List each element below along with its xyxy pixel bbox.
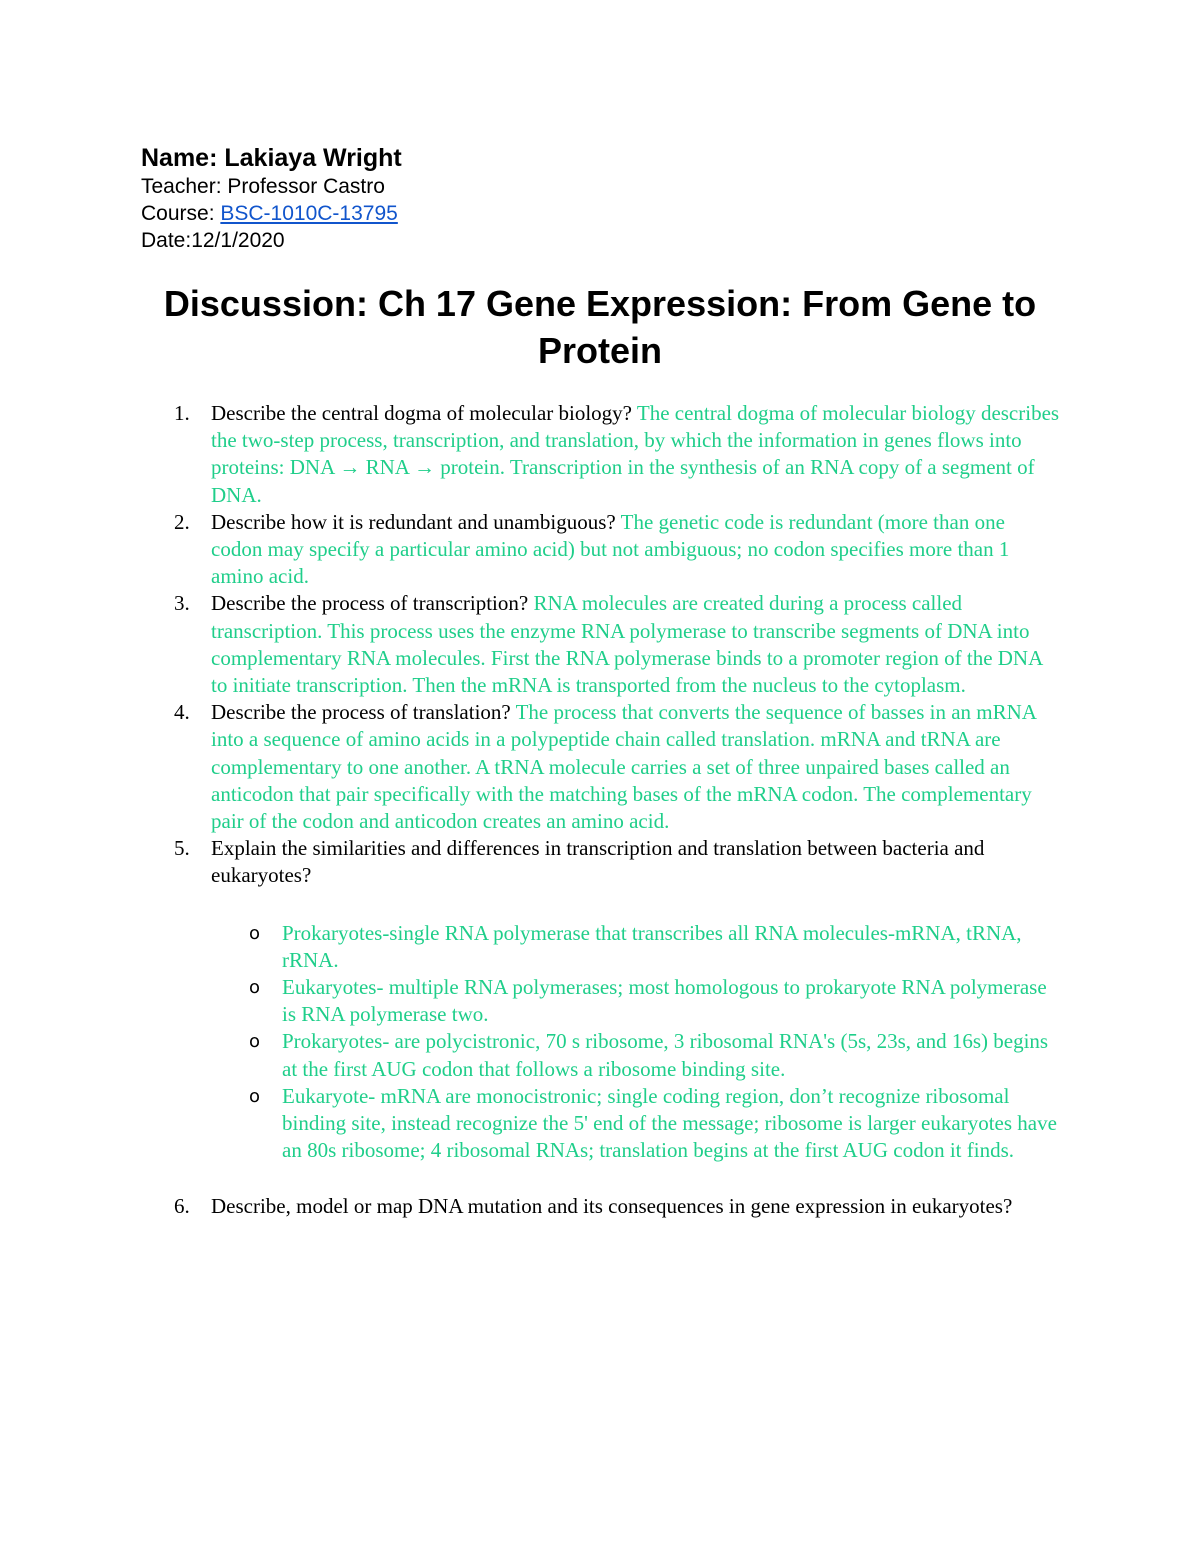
- item-number: 1.: [174, 401, 190, 425]
- question-text: Describe how it is redundant and unambiguous?: [211, 509, 621, 534]
- sub-point-text: Eukaryotes- multiple RNA polymerases; most homologous to prokaryote RNA polymerase is RNA polymerase two.: [282, 975, 1047, 1027]
- sub-list-item: [211, 1028, 1060, 1082]
- list-item: [160, 509, 1060, 591]
- item-number: 4.: [174, 700, 190, 725]
- sub-list-item: [211, 974, 1060, 1028]
- list-item: [160, 590, 1060, 699]
- sub-list-item: [211, 920, 1060, 974]
- date-line: Date:12/1/2020: [141, 229, 285, 252]
- bullet-marker: o: [249, 922, 261, 944]
- question-text: Describe the process of transcription?: [211, 591, 534, 616]
- answer-text: RNA molecules are created during a process called transcription. This process uses the enzyme RNA polymerase to transcribe segments of DNA into complementary RNA molecules. First the RNA polymerase binds to a promoter region of the DNA to initiate transcription. Then the mRNA is transported from the nucleus to the cytoplasm.: [211, 591, 1043, 698]
- list-item: [160, 400, 1060, 509]
- page-title: Discussion: Ch 17 Gene Expression: From Gene to Protein: [163, 283, 1037, 371]
- sub-point-text: Eukaryote- mRNA are monocistronic; single coding region, don’t recognize ribosomal binding site, instead recognize the 5' end of the message; ribosome is larger eukaryotes have an 80s ribosome; 4 ribosomal RNAs; translation begins at the first AUG codon it finds.: [282, 1083, 1057, 1163]
- sub-point-list: [211, 920, 1060, 1165]
- list-item: [160, 835, 1060, 889]
- item-body: [211, 590, 1060, 699]
- item-number: 5.: [174, 836, 190, 861]
- question-text: Explain the similarities and differences in transcription and translation between bacteria and eukaryotes?: [211, 836, 985, 888]
- teacher-line: Teacher: Professor Castro: [141, 175, 385, 198]
- item-number: 2.: [174, 509, 190, 534]
- sub-point-text: Prokaryotes- are polycistronic, 70 s ribosome, 3 ribosomal RNA's (5s, 23s, and 16s) begins at the first AUG codon that follows a ribosome binding site.: [282, 1029, 1049, 1081]
- bullet-marker: o: [249, 1085, 261, 1107]
- bullet-marker: o: [249, 977, 261, 999]
- question-text: Describe the central dogma of molecular biology?: [211, 401, 637, 425]
- student-name: Name: Lakiaya Wright: [141, 144, 402, 172]
- course-link[interactable]: BSC-1010C-13795: [220, 202, 398, 225]
- list-item: [160, 1193, 1060, 1220]
- question-text: Describe the process of translation?: [211, 700, 516, 725]
- sub-point-text: Prokaryotes-single RNA polymerase that transcribes all RNA molecules-mRNA, tRNA, rRNA.: [282, 920, 1022, 972]
- course-label: Course:: [141, 202, 221, 225]
- course-line: [141, 200, 402, 227]
- list-item: [160, 699, 1060, 835]
- item-body: [211, 835, 1060, 889]
- item-body: [211, 699, 1060, 835]
- bullet-marker: o: [249, 1031, 261, 1053]
- item-number: 3.: [174, 591, 190, 616]
- item-body: [211, 400, 1060, 509]
- question-text: Describe, model or map DNA mutation and its consequences in gene expression in eukaryotes?: [211, 1194, 1013, 1219]
- header-block: [141, 143, 402, 254]
- item-body: [211, 509, 1060, 591]
- item-number: 6.: [174, 1194, 190, 1219]
- item-body: [211, 1193, 1060, 1220]
- sub-list-item: [211, 1083, 1060, 1165]
- answer-text: The genetic code is redundant (more than one codon may specify a particular amino acid) but not ambiguous; no codon specifies more than 1 amino acid.: [211, 509, 1010, 589]
- answer-text: The central dogma of molecular biology describes the two-step process, transcription, and translation, by which the information in genes flows into proteins: DNA → RNA → protein. Transcription in the synthesis of an RNA copy of a segment of DNA.: [211, 401, 1060, 507]
- answer-text: The process that converts the sequence of basses in an mRNA into a sequence of amino acids in a polypeptide chain called translation. mRNA and tRNA are complementary to one another. A tRNA molecule carries a set of three unpaired bases called an anticodon that pair specifically with the matching bases of the mRNA codon. The complementary pair of the codon and anticodon creates an amino acid.: [211, 700, 1036, 834]
- question-list: [160, 400, 1060, 1221]
